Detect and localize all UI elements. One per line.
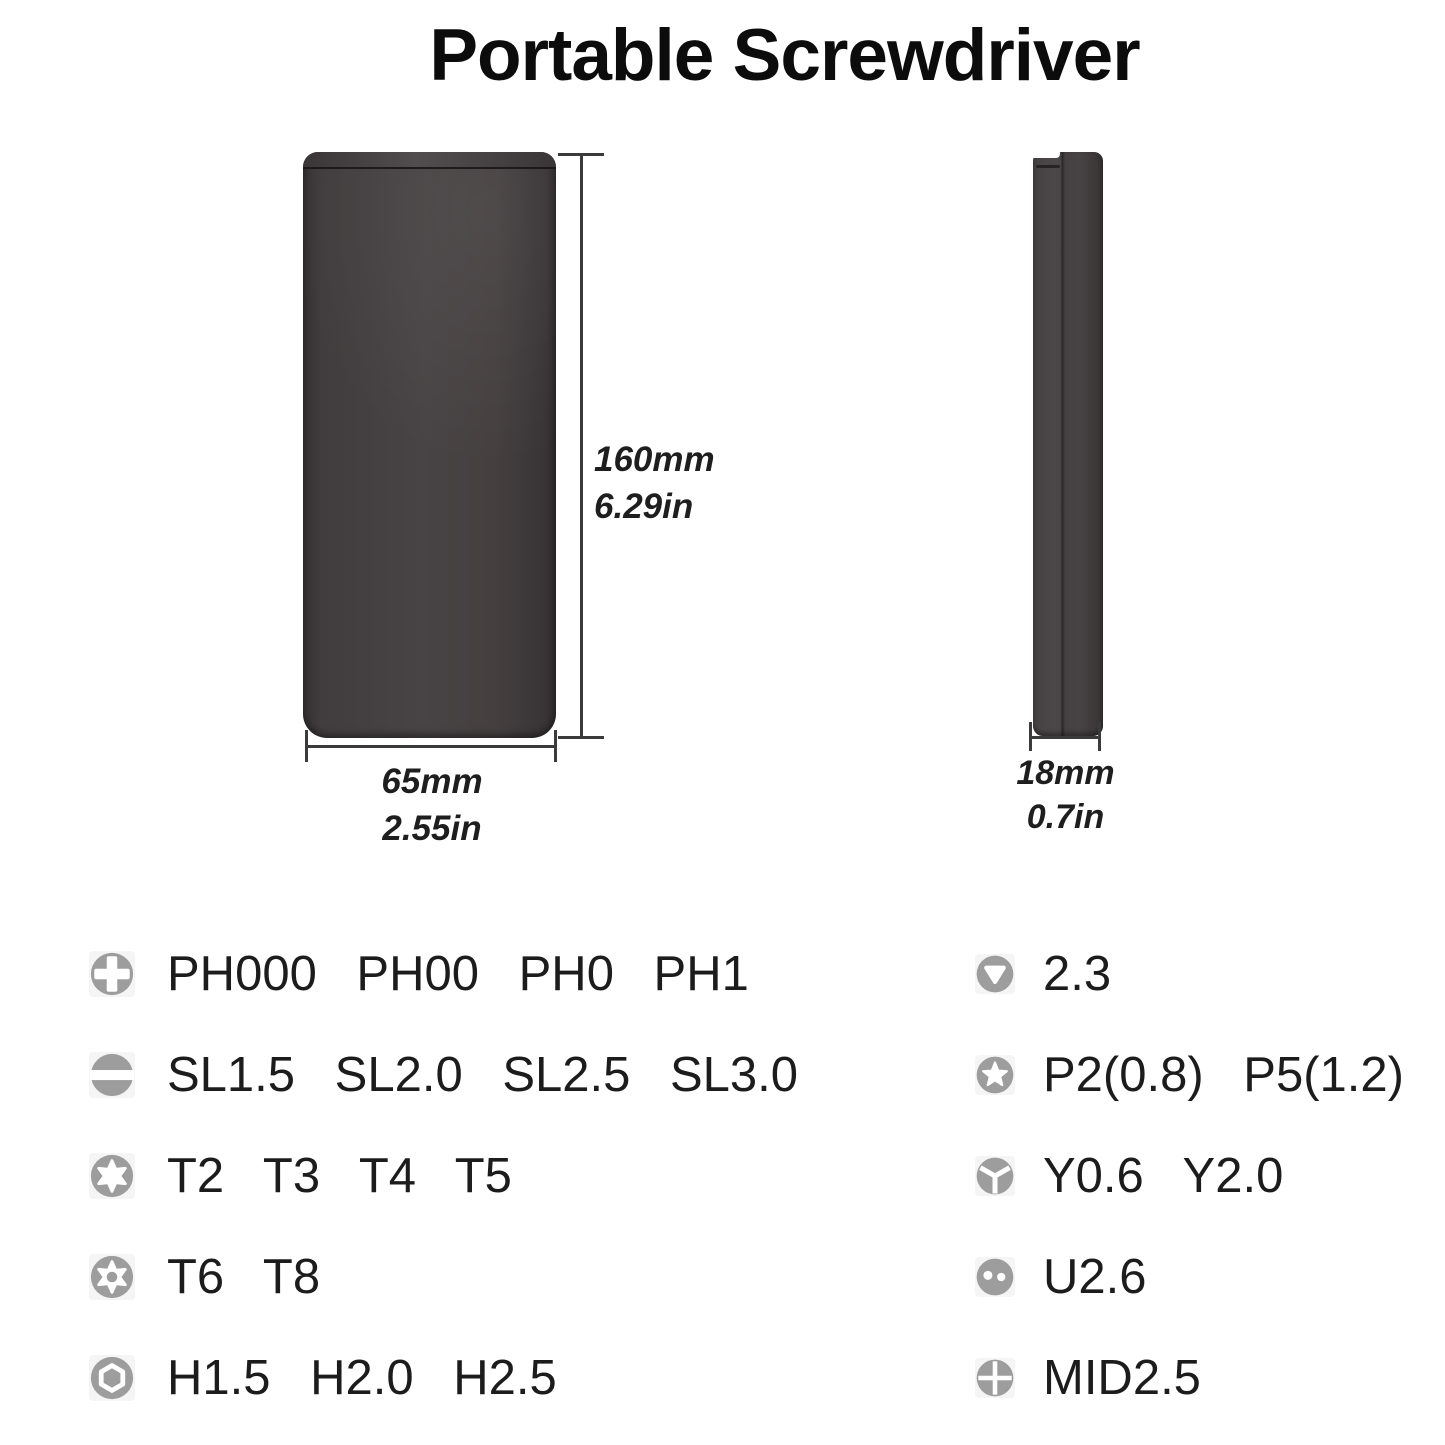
spec-text: PH000 PH00 PH0 PH1 bbox=[167, 947, 749, 1001]
width-dimension-label bbox=[328, 758, 536, 852]
side-dimension-line bbox=[1030, 736, 1100, 739]
width-dimension-cap-right bbox=[554, 730, 557, 762]
spec-row bbox=[975, 1049, 1404, 1101]
height-in: 6.29in bbox=[594, 487, 694, 526]
side-dimension-cap-left bbox=[1029, 722, 1032, 751]
spec-row bbox=[89, 948, 749, 1000]
slotted-icon bbox=[89, 1052, 135, 1098]
spec-text: T2 T3 T4 T5 bbox=[167, 1149, 512, 1203]
height-dimension-cap-top bbox=[558, 153, 604, 156]
phillips-icon bbox=[89, 951, 135, 997]
spec-row bbox=[89, 1251, 320, 1303]
side-mm: 18mm bbox=[1016, 754, 1115, 792]
side-dimension-label bbox=[983, 751, 1148, 839]
spec-text: MID2.5 bbox=[1043, 1351, 1201, 1405]
product-front-view bbox=[303, 152, 556, 738]
hex-icon bbox=[89, 1355, 135, 1401]
spec-text: P2(0.8) P5(1.2) bbox=[1043, 1048, 1404, 1102]
height-dimension-line bbox=[580, 154, 583, 739]
width-mm: 65mm bbox=[381, 762, 483, 801]
spec-row bbox=[975, 948, 1111, 1000]
torx-icon bbox=[89, 1153, 135, 1199]
height-dimension-label bbox=[594, 436, 715, 530]
height-mm: 160mm bbox=[594, 440, 715, 479]
page-title: Portable Screwdriver bbox=[429, 15, 1140, 96]
spec-text: Y0.6 Y2.0 bbox=[1043, 1149, 1284, 1203]
torx-security-icon bbox=[89, 1254, 135, 1300]
spec-row bbox=[89, 1150, 512, 1202]
side-in: 0.7in bbox=[1026, 798, 1105, 836]
spec-text: SL1.5 SL2.0 SL2.5 SL3.0 bbox=[167, 1048, 799, 1102]
spec-row bbox=[975, 1352, 1201, 1404]
triwing-icon bbox=[975, 1156, 1015, 1196]
spec-text: 2.3 bbox=[1043, 947, 1112, 1001]
pentalobe-icon bbox=[975, 1055, 1015, 1095]
spec-row bbox=[89, 1049, 798, 1101]
width-in: 2.55in bbox=[382, 809, 482, 848]
product-side-view bbox=[1033, 152, 1103, 736]
spec-row bbox=[975, 1251, 1147, 1303]
spec-row bbox=[975, 1150, 1283, 1202]
spec-text: T6 T8 bbox=[167, 1250, 321, 1304]
triangle-icon bbox=[975, 954, 1015, 994]
u-type-icon bbox=[975, 1257, 1015, 1297]
cross-icon bbox=[975, 1358, 1015, 1398]
spec-text: U2.6 bbox=[1043, 1250, 1147, 1304]
spec-text: H1.5 H2.0 H2.5 bbox=[167, 1351, 557, 1405]
width-dimension-line bbox=[306, 745, 557, 748]
width-dimension-cap-left bbox=[305, 730, 308, 762]
height-dimension-cap-bottom bbox=[558, 736, 604, 739]
spec-row bbox=[89, 1352, 557, 1404]
side-dimension-cap-right bbox=[1098, 722, 1101, 751]
